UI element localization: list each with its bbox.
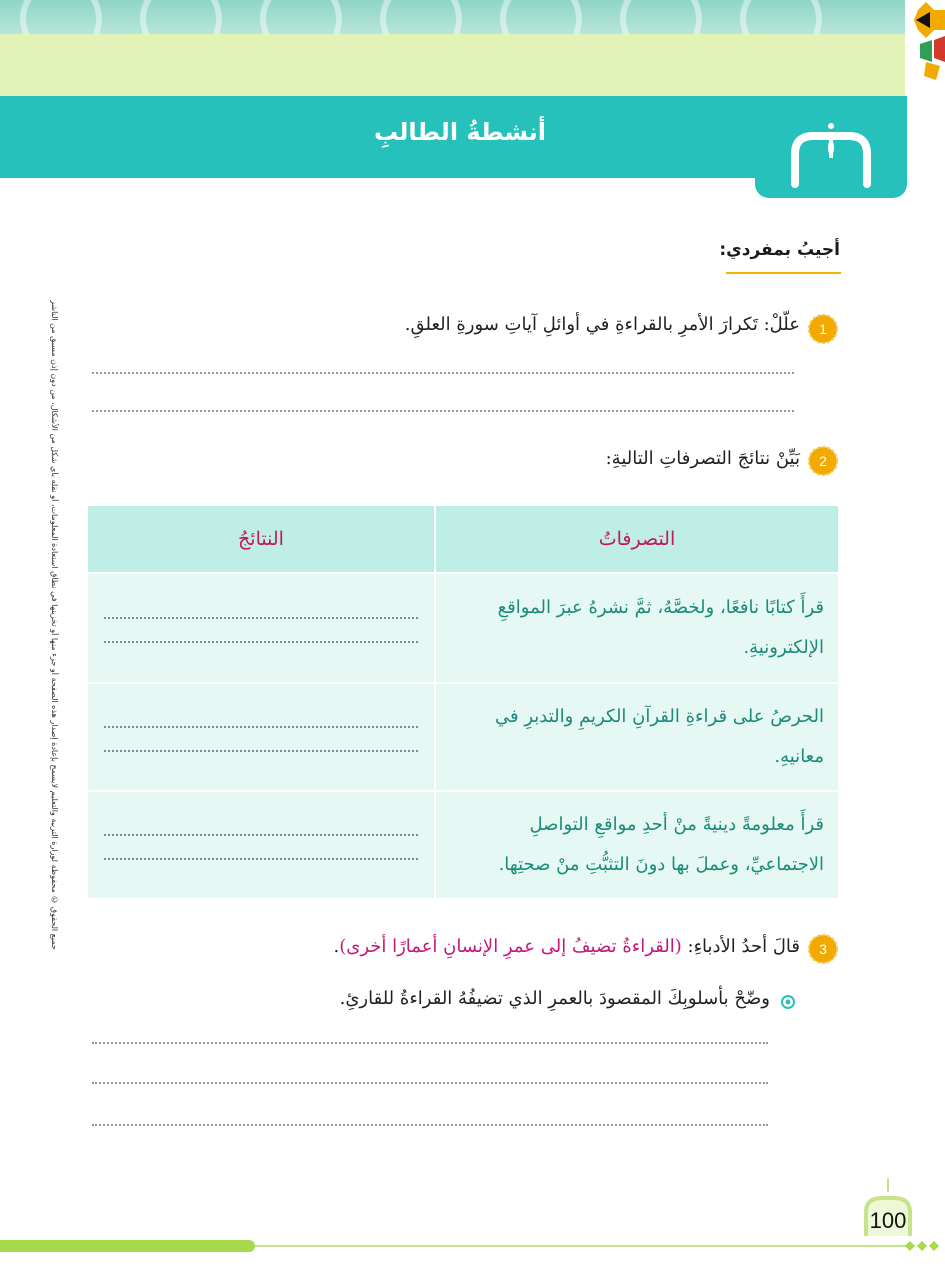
result-cell[interactable] [87,791,435,899]
answer-line[interactable] [104,641,418,643]
actions-results-table [86,504,840,900]
action-cell: الحرصُ على قراءةِ القرآنِ الكريمِ والتدبرِ في معانيهِ. [435,683,839,791]
sub-question-text: وضّحْ بأسلوبِكَ المقصودَ بالعمرِ الذي تضيفُهُ القراءةُ للقارئِ. [339,988,770,1009]
table-row [87,791,839,899]
header-results: النتائجُ [87,505,435,573]
page-number: 100 [869,1208,907,1233]
arabesque-pattern [740,0,822,34]
question-3-quote: (القراءةُ تضيفُ إلى عمرِ الإنسانِ أعمارًا أخرى) [339,936,682,957]
question-2-text: بَيِّنْ نتائجَ التصرفاتِ التاليةِ: [605,448,800,469]
question-3-text [200,936,800,957]
section-heading: أجيبُ بمفردي: [719,240,840,260]
answer-line[interactable] [92,410,794,412]
answer-line[interactable] [104,858,418,860]
answer-line[interactable] [92,1082,768,1084]
arabesque-pattern [20,0,102,34]
answer-line[interactable] [92,1042,768,1044]
result-cell[interactable] [87,573,435,683]
table-header-row [87,505,839,573]
header-lime-band [0,34,905,96]
question-1-badge [808,314,838,344]
answer-line[interactable] [104,617,418,619]
answer-line[interactable] [104,726,418,728]
mosque-dome-icon [755,96,907,198]
arabesque-pattern [140,0,222,34]
answer-line[interactable] [92,1124,768,1126]
arabesque-pattern [620,0,702,34]
table-row [87,573,839,683]
table-row [87,683,839,791]
action-cell: قرأَ كتابًا نافعًا، ولخصَّهُ، ثمَّ نشرهُ عبرَ المواقعِ الإلكترونيةِ. [435,573,839,683]
mosque-icon-tab [755,96,907,198]
result-cell[interactable] [87,683,435,791]
answer-line[interactable] [104,834,418,836]
question-1-text: علّلْ: تَكرارَ الأمرِ بالقراءةِ في أوائلِ آياتِ سورةِ العلقِ. [404,314,800,335]
question-3-badge [808,934,838,964]
footer-diamonds-icon [905,1239,941,1253]
corner-ornament-icon [906,0,945,82]
question-3-number: 3 [819,941,827,957]
heading-underline [726,272,841,274]
arabesque-pattern [380,0,462,34]
copyright-side-note: جميع الحقوق © محفوظة لوزارة التربية والتعليم لايسمح بإعادة إصدار هذه الصفحة أو جزء منها أو تخزينها في نطاق استعادة المعلومات، أو نقله بأي شكل من الأشكال، من دون إذن مسبق من الناشر [50,300,59,950]
page-title: أنشطةُ الطالبِ [374,118,546,146]
decorative-top-band [0,0,905,34]
footer-accent-bar [0,1240,255,1252]
action-cell: قرأَ معلومةً دينيةً منْ أحدِ مواقعِ التواصلِ الاجتماعيِّ، وعملَ بها دونَ التثبُّتِ منْ صحتِها. [435,791,839,899]
answer-line[interactable] [92,372,794,374]
question-2-number: 2 [819,453,827,469]
question-2-badge [808,446,838,476]
answer-line[interactable] [104,750,418,752]
arabesque-pattern [260,0,342,34]
header-actions: التصرفاتُ [435,505,839,573]
question-1-number: 1 [819,321,827,337]
question-3-suffix: . [333,936,340,957]
bullet-target-icon [780,994,796,1010]
arabesque-pattern [500,0,582,34]
question-3-prefix: قالَ أحدُ الأدباءِ: [681,936,800,957]
